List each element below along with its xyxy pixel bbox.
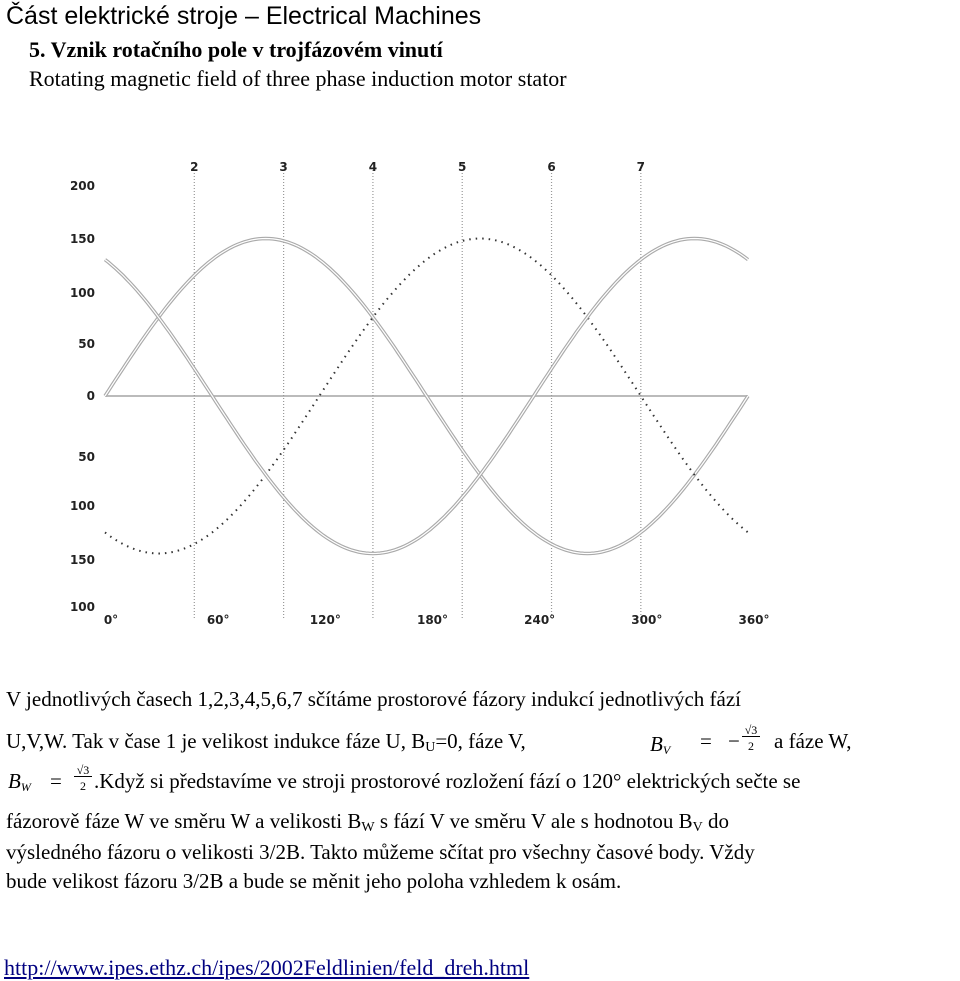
bv-equals: = <box>700 729 712 753</box>
x-tick-label: 180° <box>416 613 449 627</box>
bv-fraction-num: √3 <box>742 724 760 737</box>
section-title-en: Rotating magnetic field of three phase induction motor stator <box>29 66 567 91</box>
line2-text-b: =0, fáze V, <box>435 729 526 753</box>
paragraph-line-3: .Když si představíme ve stroji prostorové rozložení fází o 120° elektrických sečte se <box>94 769 801 793</box>
y-tick-label: 100 <box>69 286 95 300</box>
time-marker-label: 6 <box>547 160 556 174</box>
line2-text-c: a fáze W, <box>774 729 852 753</box>
paragraph-line-2 <box>6 729 526 755</box>
bv-symbol: $B_V$ <box>650 732 671 757</box>
bw-subscript: W <box>20 780 31 794</box>
paragraph-line-5: výsledného fázoru o velikosti 3/2B. Takto můžeme sčítat pro všechny časové body. Vždy <box>6 840 755 864</box>
y-tick-label: 50 <box>78 337 95 351</box>
y-tick-label: 200 <box>69 179 95 193</box>
x-tick-label: 60° <box>206 613 230 627</box>
y-tick-label: 50 <box>78 450 95 464</box>
x-tick-label: 240° <box>524 613 556 627</box>
x-tick-label: 0° <box>103 613 119 627</box>
time-marker-label: 2 <box>190 160 199 174</box>
bw-fraction-den: 2 <box>80 779 86 793</box>
bw-symbol: $B_W$ <box>8 769 31 794</box>
bv-subscript-2: V <box>692 820 703 835</box>
page-title: Část elektrické stroje – Electrical Machines <box>6 2 482 30</box>
x-tick-label: 120° <box>309 613 341 627</box>
time-marker-label: 4 <box>368 160 378 174</box>
x-tick-label: 360° <box>738 613 770 627</box>
y-tick-label: 100 <box>69 499 95 513</box>
paragraph-line-1: V jednotlivých časech 1,2,3,4,5,6,7 sčítáme prostorové fázory indukcí jednotlivých fází <box>6 687 741 711</box>
section-title-cz: 5. Vznik rotačního pole v trojfázovém vinutí <box>29 37 443 62</box>
line2-text-a: U,V,W. Tak v čase 1 je velikost indukce fáze U, B <box>6 729 426 753</box>
paragraph-line-4: fázorově fáze W ve směru W a velikosti $B_W$ s fází V ve směru V ale s hodnotou $B_V$ do <box>6 809 730 835</box>
bv-minus: − <box>728 729 740 753</box>
bw-fraction-num: √3 <box>74 764 92 777</box>
source-link[interactable]: http://www.ipes.ethz.ch/ipes/2002Feldlinien/feld_dreh.html <box>4 955 530 980</box>
bw-subscript-2: W <box>361 820 375 835</box>
paragraph-line-6: bude velikost fázoru 3/2B a bude se měnit jeho poloha vzhledem k osám. <box>6 869 622 893</box>
time-marker-label: 3 <box>279 160 288 174</box>
three-phase-chart <box>60 150 770 640</box>
y-tick-label: 150 <box>69 232 95 246</box>
y-tick-label: 150 <box>69 553 95 567</box>
x-tick-label: 300° <box>631 613 663 627</box>
bv-fraction-den: 2 <box>748 739 754 753</box>
y-tick-label: 0 <box>86 389 95 403</box>
time-marker-label: 7 <box>636 160 646 174</box>
bv-subscript: V <box>662 743 671 757</box>
y-tick-label: 100 <box>69 600 95 614</box>
time-marker-label: 5 <box>458 160 467 174</box>
bu-subscript: U <box>425 740 436 755</box>
bw-equals: = <box>50 769 62 793</box>
